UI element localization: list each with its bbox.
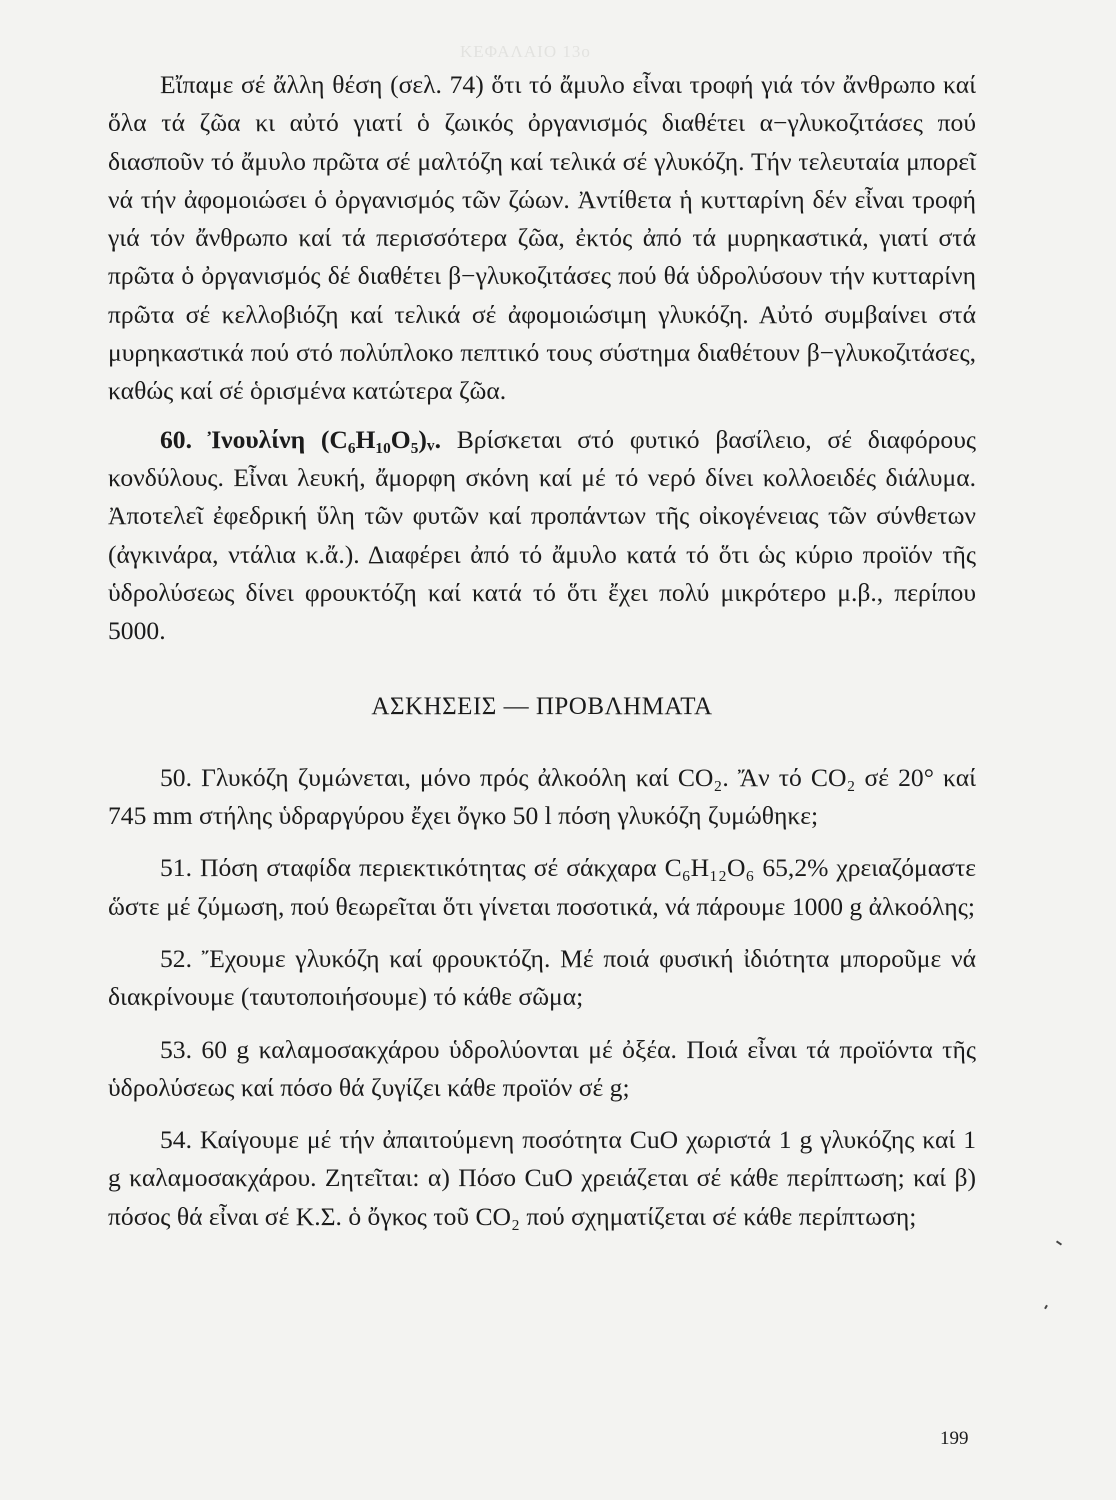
problem-item <box>108 1121 976 1236</box>
problem-number: 53. <box>160 1034 192 1064</box>
problem-item <box>108 759 976 836</box>
ink-speck <box>1056 1240 1062 1245</box>
exercises-heading: ΑΣΚΗΣΕΙΣ — ΠΡΟΒΛΗΜΑΤΑ <box>371 693 713 721</box>
page-body <box>108 66 976 1250</box>
problem-item <box>108 1031 976 1108</box>
problem-text: Καίγουμε μέ τήν ἀπαιτούμενη ποσότητα CuO χωριστά 1 g γλυκόζης καί 1 g καλαμοσακχάρου. Ζητεῖται: α) Πόσο CuO χρειάζεται σέ κάθε περίπτωση; καί β) πόσος θά εἶναι σέ Κ.Σ. ὁ ὄγκος τοῦ CO₂ πού σχηματίζεται σέ κάθε περίπτωση; <box>108 1125 976 1231</box>
page-number: 199 <box>940 1428 969 1449</box>
section-60-paragraph <box>108 421 976 651</box>
intro-paragraph: Εἴπαμε σέ ἄλλη θέση (σελ. 74) ὅτι τό ἄμυλο εἶναι τροφή γιά τόν ἄνθρωπο καί ὅλα τά ζῶα κι αὐτό γιατί ὁ ζωικός ὀργανισμός διαθέτει α−γλυκοζιτάσες πού διασποῦν τό ἄμυλο πρῶτα σέ μαλτόζη καί τελικά σέ γλυκόζη. Τήν τελευταία μπορεῖ νά τήν ἀφομοιώσει ὁ ὀργανισμός τῶν ζώων. Ἀντίθετα ἡ κυτταρίνη δέν εἶναι τροφή γιά τόν ἄνθρωπο καί τά περισσότερα ζῶα, ἐκτός ἀπό τά μυρηκαστικά, γιατί στά πρῶτα ὁ ὀργανισμός δέ διαθέτει β−γλυκοζιτάσες πού θά ὑδρολύσουν τήν κυτταρίνη πρῶτα σέ κελλοβιόζη καί τελικά σέ ἀφομοιώσιμη γλυκόζη. Αὐτό συμβαίνει στά μυρηκαστικά πού στό πολύπλοκο πεπτικό τους σύστημα διαθέτουν β−γλυκοζιτάσες, καθώς καί σέ ὁρισμένα κατώτερα ζῶα. <box>108 70 976 406</box>
problem-list <box>108 759 976 1236</box>
problem-text: Ἔχουμε γλυκόζη καί φρουκτόζη. Μέ ποιά φυσική ἰδιότητα μποροῦμε νά διακρίνουμε (ταυτοποιήσουμε) τό κάθε σῶμα; <box>108 943 976 1012</box>
ink-speck <box>1044 1305 1048 1309</box>
problem-item <box>108 940 976 1017</box>
problem-number: 52. <box>160 943 192 973</box>
problem-text: 60 g καλαμοσακχάρου ὑδρολύονται μέ ὀξέα. Ποιά εἶναι τά προϊόντα τῆς ὑδρολύσεως καί πόσο θά ζυγίζει κάθε προϊόν σέ g; <box>108 1034 976 1102</box>
problem-number: 51. <box>160 853 192 883</box>
bleed-through-header: ΚΕΦΑΛΑΙΟ 13ο <box>460 42 591 61</box>
section-title: Ἰνουλίνη (C₆H₁₀O₅)ᵥ. <box>207 424 441 454</box>
section-number: 60. <box>160 424 192 454</box>
problem-text: Γλυκόζη ζυμώνεται, μόνο πρός ἀλκοόλη καί CO₂. Ἄν τό CO₂ σέ 20° καί 745 mm στήλης ὑδραργύρου ἔχει ὄγκο 50 l πόση γλυκόζη ζυμώθηκε; <box>108 762 976 831</box>
problem-number: 54. <box>160 1125 192 1155</box>
problem-text: Πόση σταφίδα περιεκτικότητας σέ σάκχαρα C₆H₁₂O₆ 65,2% χρειαζόμαστε ὥστε μέ ζύμωση, πού θεωρεῖται ὅτι γίνεται ποσοτικά, νά πάρουμε 1000 g ἀλκοόλης; <box>108 853 976 921</box>
section-text: Βρίσκεται στό φυτικό βασίλειο, σέ διαφόρους κονδύλους. Εἶναι λευκή, ἄμορφη σκόνη καί μέ τό νερό δίνει κολλοειδές διάλυμα. Ἀποτελεῖ ἐφεδρική ὕλη τῶν φυτῶν καί προπάντων τῆς οἰκογένειας τῶν σύνθετων (ἀγκινάρα, ντάλια κ.ἄ.). Διαφέρει ἀπό τό ἄμυλο κατά τό ὅτι ὡς κύριο προϊόν τῆς ὑδρολύσεως δίνει φρουκτόζη καί κατά τό ὅτι ἔχει πολύ μικρότερο μ.β., περίπου 5000. <box>108 424 977 646</box>
problem-number: 50. <box>160 762 192 792</box>
problem-item <box>108 849 976 926</box>
